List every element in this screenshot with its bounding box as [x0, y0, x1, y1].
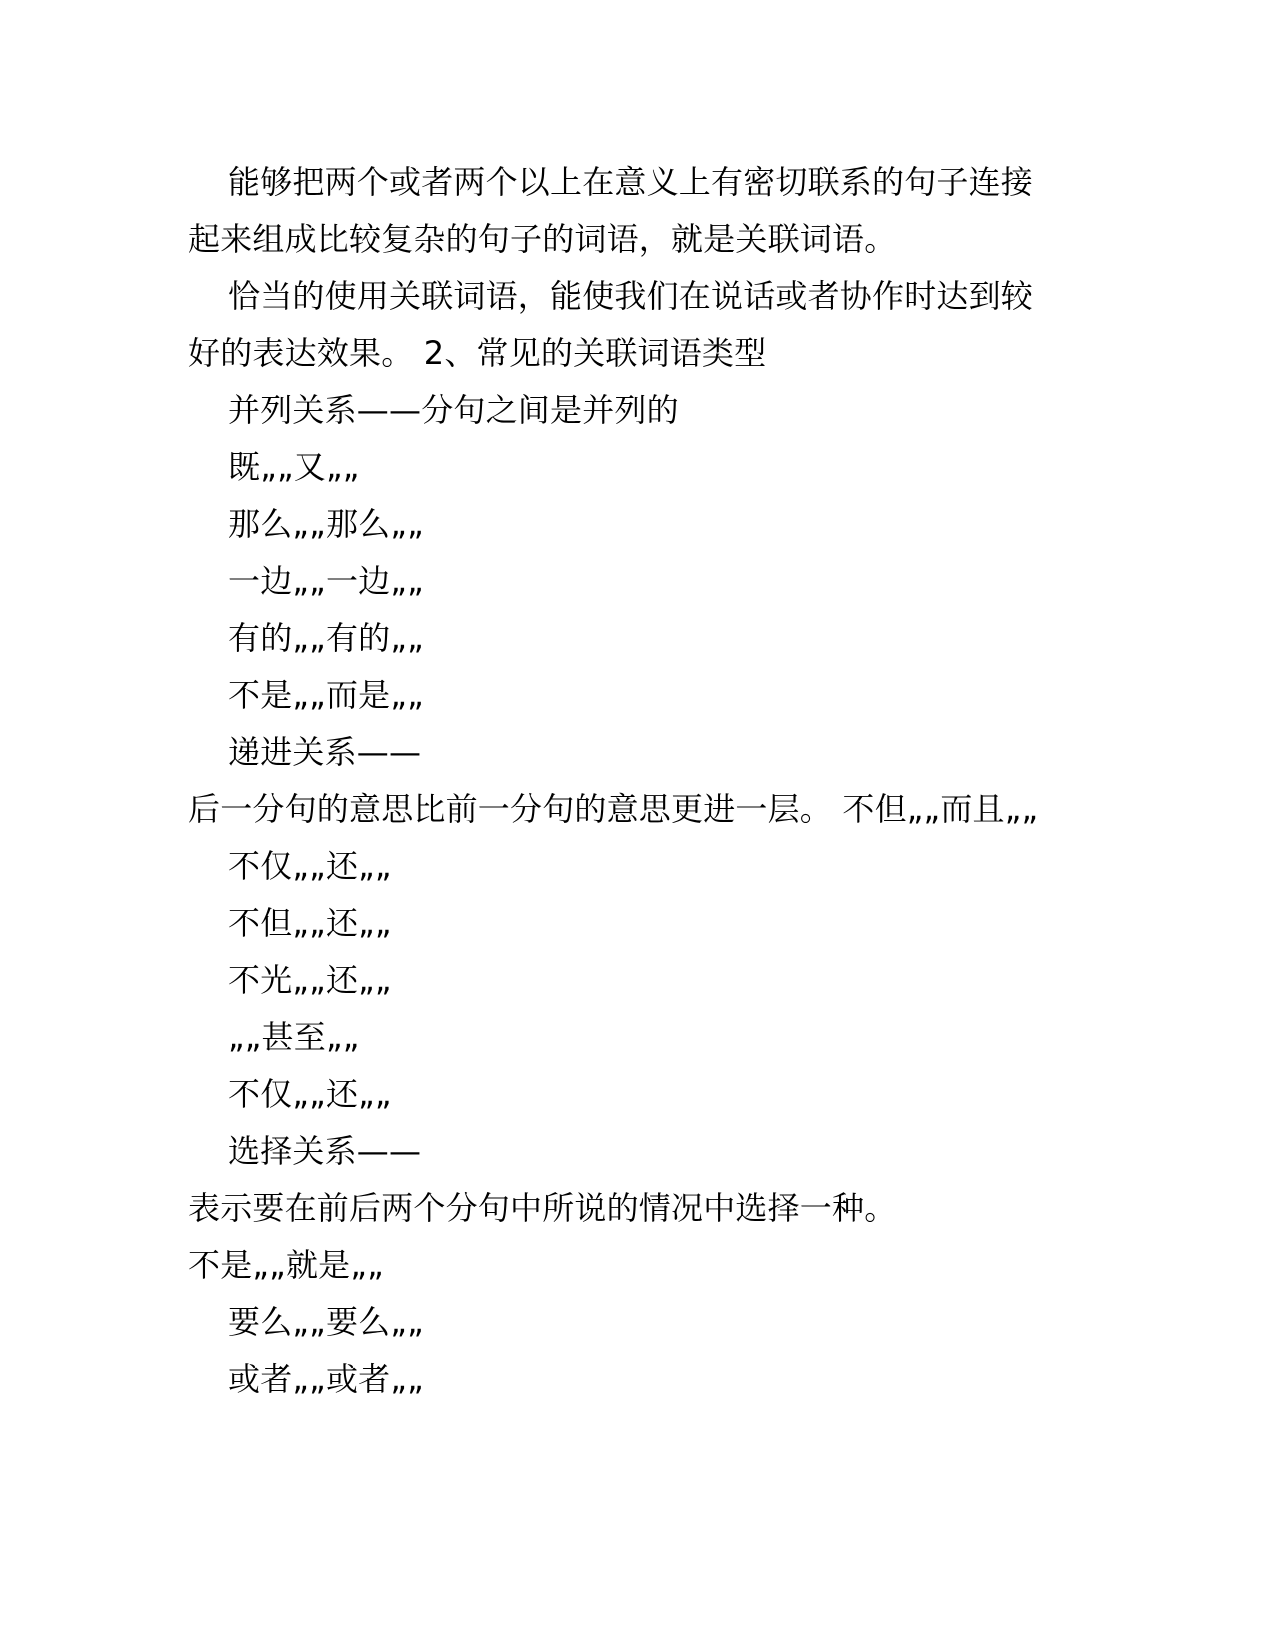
conjunction-item: 不是„„就是„„ — [188, 1246, 384, 1284]
paragraph-line: 好的表达效果。 2、常见的关联词语类型 — [188, 334, 767, 372]
conjunction-item: 要么„„要么„„ — [228, 1303, 424, 1341]
section-heading-progressive: 递进关系—— — [228, 733, 422, 771]
section-heading-parallel: 并列关系——分句之间是并列的 — [228, 391, 679, 429]
conjunction-item: 有的„„有的„„ — [228, 619, 424, 657]
paragraph-line: 后一分句的意思比前一分句的意思更进一层。 不但„„而且„„ — [188, 790, 1039, 828]
section-heading-choice: 选择关系—— — [228, 1132, 422, 1170]
paragraph-line: 能够把两个或者两个以上在意义上有密切联系的句子连接 — [228, 163, 1034, 201]
conjunction-item: 不是„„而是„„ — [228, 676, 424, 714]
conjunction-item: 那么„„那么„„ — [228, 505, 424, 543]
paragraph-line: 恰当的使用关联词语，能使我们在说话或者协作时达到较 — [228, 277, 1034, 315]
paragraph-line: 起来组成比较复杂的句子的词语，就是关联词语。 — [188, 220, 897, 258]
conjunction-item: 不仅„„还„„ — [228, 1075, 392, 1113]
conjunction-item: 既„„又„„ — [228, 448, 360, 486]
conjunction-item: 不光„„还„„ — [228, 961, 392, 999]
paragraph-line: 表示要在前后两个分句中所说的情况中选择一种。 — [188, 1189, 897, 1227]
conjunction-item: 不但„„还„„ — [228, 904, 392, 942]
conjunction-item: „„甚至„„ — [228, 1018, 360, 1056]
conjunction-item: 或者„„或者„„ — [228, 1360, 424, 1398]
conjunction-item: 一边„„一边„„ — [228, 562, 424, 600]
conjunction-item: 不仅„„还„„ — [228, 847, 392, 885]
